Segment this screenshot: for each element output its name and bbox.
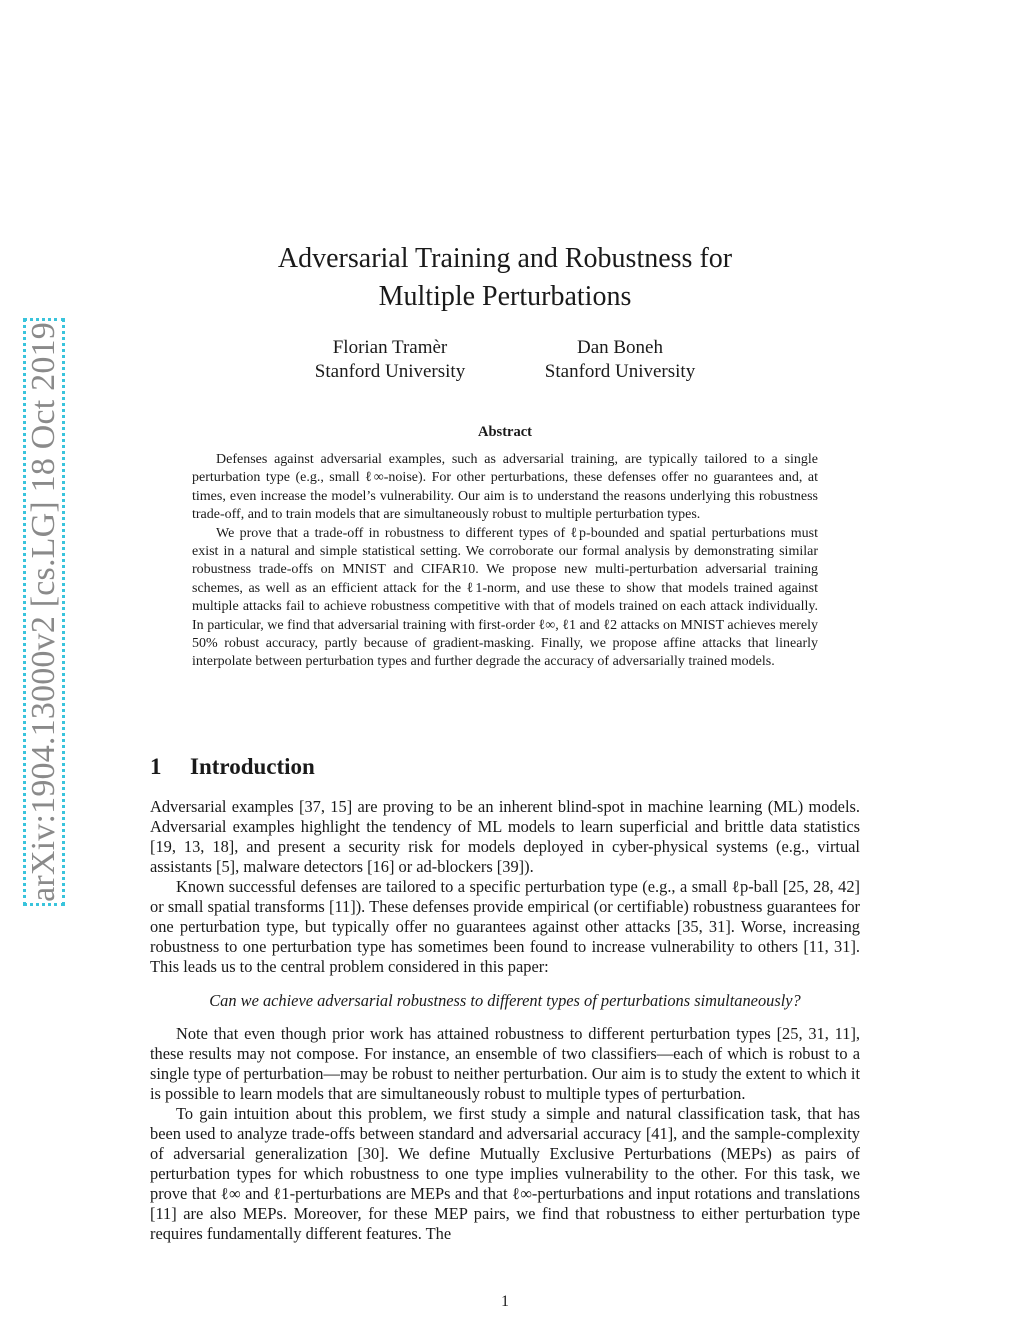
title-line-2: Multiple Perturbations (378, 281, 632, 312)
abstract-paragraph-1: Defenses against adversarial examples, such as adversarial training, are typically tailored to a single perturbation type (e.g., small ℓ∞-noise). For other perturbations, these defenses offer no guarantees and, at times, even increase the model’s vulnerability. Our aim is to understand the reasons underlying this robustness trade-off, and to train models that are simultaneously robust to multiple perturbation types. (192, 452, 818, 523)
abstract-heading: Abstract (478, 424, 532, 440)
abstract-body (192, 451, 818, 672)
section-number: 1 (150, 754, 162, 779)
arxiv-identifier: arXiv:1904.13000v2 [cs.LG] 18 Oct 2019 (25, 322, 62, 902)
author-2 (520, 336, 720, 384)
intro-block-1 (150, 797, 860, 977)
author-1 (290, 336, 490, 384)
section-heading (150, 754, 315, 780)
author-1-affiliation: Stanford University (314, 361, 466, 382)
intro-paragraph-2: Known successful defenses are tailored to a specific perturbation type (e.g., a small ℓp-ball [25, 28, 42] or small spatial transforms [11]). These defenses provide empirical (or certifiable) robustness guarantees for one perturbation type, but typically offer no guarantees against other attacks [35, 31]. Worse, increasing robustness to one perturbation type has sometimes been found to increase vulnerability to others [11, 31]. This leads us to the central problem considered in this paper: (150, 877, 860, 976)
page-number: 1 (501, 1293, 509, 1310)
intro-paragraph-1: Adversarial examples [37, 15] are proving to be an inherent blind-spot in machine learning (ML) models. Adversarial examples highlight the tendency of ML models to learn superficial and brittle data statistics [19, 13, 18], and present a security risk for models deployed in cyber-physical systems (e.g., virtual assistants [5], malware detectors [16] or ad-blockers [39]). (150, 797, 860, 876)
section-title: Introduction (190, 754, 315, 779)
intro-block-2 (150, 1024, 860, 1244)
author-1-name: Florian Tramèr (332, 337, 448, 358)
abstract-paragraph-2: We prove that a trade-off in robustness to different types of ℓp-bounded and spatial perturbations must exist in a natural and simple statistical setting. We corroborate our formal analysis by demonstrating similar robustness trade-offs on MNIST and CIFAR10. We propose new multi-perturbation adversarial training schemes, as well as an efficient attack for the ℓ1-norm, and use these to show that models trained against multiple attacks fail to achieve robustness competitive with that of models trained on each attack individually. In particular, we find that adversarial training with first-order ℓ∞, ℓ1 and ℓ2 attacks on MNIST achieves merely 50% robust accuracy, partly because of gradient-masking. Finally, we propose affine attacks that linearly interpolate between perturbation types and further degrade the accuracy of adversarially trained models. (192, 525, 818, 670)
author-2-affiliation: Stanford University (544, 361, 696, 382)
author-2-name: Dan Boneh (576, 337, 663, 358)
paper-title (150, 240, 860, 316)
title-line-1: Adversarial Training and Robustness for (277, 243, 733, 274)
research-question: Can we achieve adversarial robustness to different types of perturbations simultaneously? (209, 991, 801, 1010)
intro-paragraph-4: To gain intuition about this problem, we first study a simple and natural classification task, that has been used to analyze trade-offs between standard and adversarial accuracy [41], and the sample-complexity of adversarial generalization [30]. We define Mutually Exclusive Perturbations (MEPs) as pairs of perturbation types for which robustness to one type implies vulnerability to the other. For this task, we prove that ℓ∞ and ℓ1-perturbations are MEPs and that ℓ∞-perturbations and input rotations and translations [11] are also MEPs. Moreover, for these MEP pairs, we find that robustness to either perturbation type requires fundamentally different features. The (150, 1104, 860, 1243)
intro-paragraph-3: Note that even though prior work has attained robustness to different perturbation types [25, 31, 11], these results may not compose. For instance, an ensemble of two classifiers—each of which is robust to a single type of perturbation—may be robust to neither perturbation. Our aim is to study the extent to which it is possible to learn models that are simultaneously robust to multiple types of perturbation. (150, 1024, 860, 1103)
